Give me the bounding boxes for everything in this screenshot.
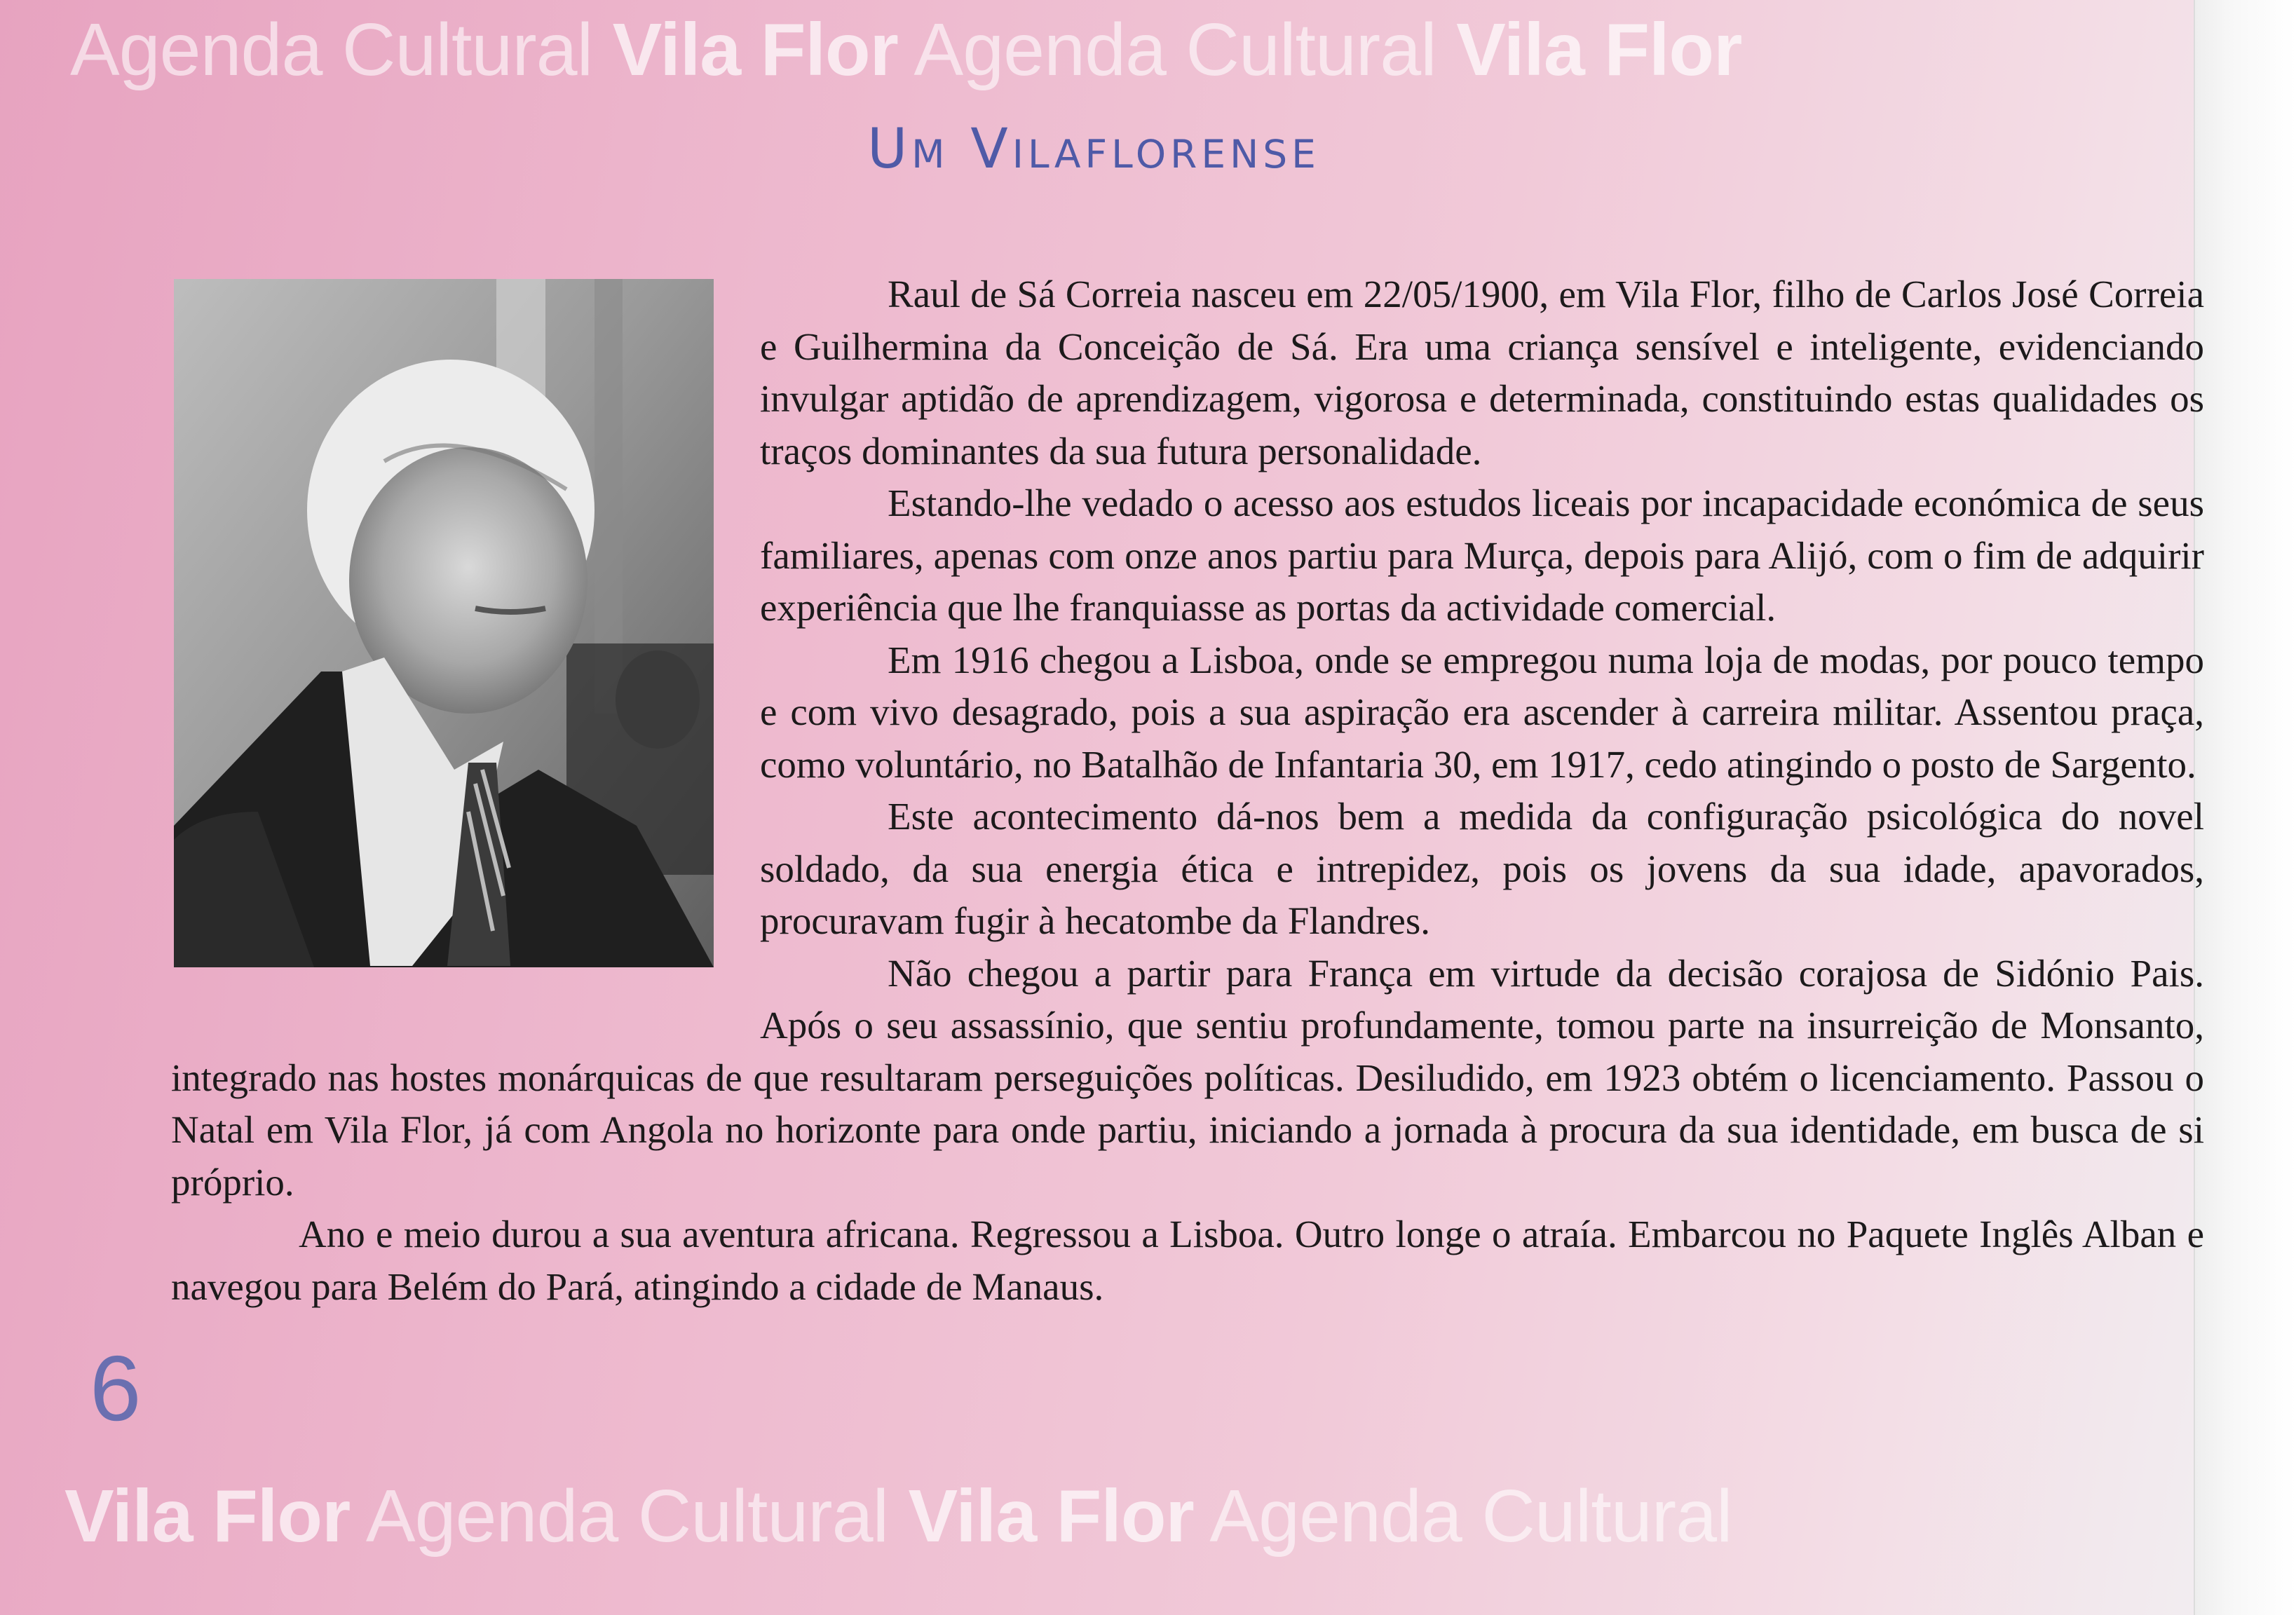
article-paragraph: Em 1916 chegou a Lisboa, onde se empregou numa loja de modas, por pouco tempo e com vivo desagrado, pois a sua aspiração era ascender à carreira militar. Assentou praça, como voluntário, no Batalhão de Infantaria 30, em 1917, cedo atingindo o posto de Sargento. [760,638,2204,786]
article-body [171,268,2204,1313]
footer-banner-segment: Agenda Cultural [350,1475,909,1558]
header-banner-segment-bold: Vila Flor [1456,8,1742,91]
article-paragraph: Este acontecimento dá-nos bem a medida da configuração psicológica do novel soldado, da sua energia ética e intrepidez, pois os jovens da sua idade, apavorados, procuravam fugir à hecatombe da Flandres. [760,795,2204,942]
article-paragraph: Ano e meio durou a sua aventura africana. Regressou a Lisboa. Outro longe o atraía. Embarcou no Paquete Inglês Alban e navegou para Belém do Pará, atingindo a cidade de Manaus. [171,1213,2204,1308]
page-right-margin [2194,0,2296,1615]
footer-banner [64,1475,1732,1558]
article-paragraph: Estando-lhe vedado o acesso aos estudos liceais por incapacidade económica de seus familiares, apenas com onze anos partiu para Murça, depois para Alijó, com o fim de adquirir experiência que lhe franquiasse as portas da actividade comercial. [760,482,2204,629]
page-number: 6 [90,1337,142,1440]
footer-banner-segment-bold: Vila Flor [64,1475,351,1558]
header-banner [70,8,1742,91]
article-paragraph: Raul de Sá Correia nasceu em 22/05/1900, em Vila Flor, filho de Carlos José Correia e Guilhermina da Conceição de Sá. Era uma criança sensível e inteligente, evidenciando invulgar aptidão de aprendizagem, vigorosa e determinada, constituindo estas qualidades os traços dominantes da sua futura personalidade. [760,273,2204,472]
header-banner-segment-bold: Vila Flor [612,8,898,91]
article-paragraph: Não chegou a partir para França em virtude da decisão corajosa de Sidónio Pais. Após o seu assassínio, que sentiu profundamente, tomou parte na insurreição de Monsanto, integrado nas hostes monárquicas de que resultaram perseguições políticas. Desiludido, em 1923 obtém o licenciamento. Passou o Natal em Vila Flor, já com Angola no horizonte para onde partiu, iniciando a jornada à procura da sua identidade, em busca de si próprio. [171,951,2204,1204]
footer-banner-segment: Agenda Cultural [1193,1475,1732,1558]
footer-banner-segment-bold: Vila Flor [908,1475,1194,1558]
photo-text-wrap-spacer [171,268,760,1033]
article-title: Um Vilaflorense [867,118,1320,181]
header-banner-segment: Agenda Cultural [897,8,1457,91]
header-banner-segment: Agenda Cultural [70,8,613,91]
